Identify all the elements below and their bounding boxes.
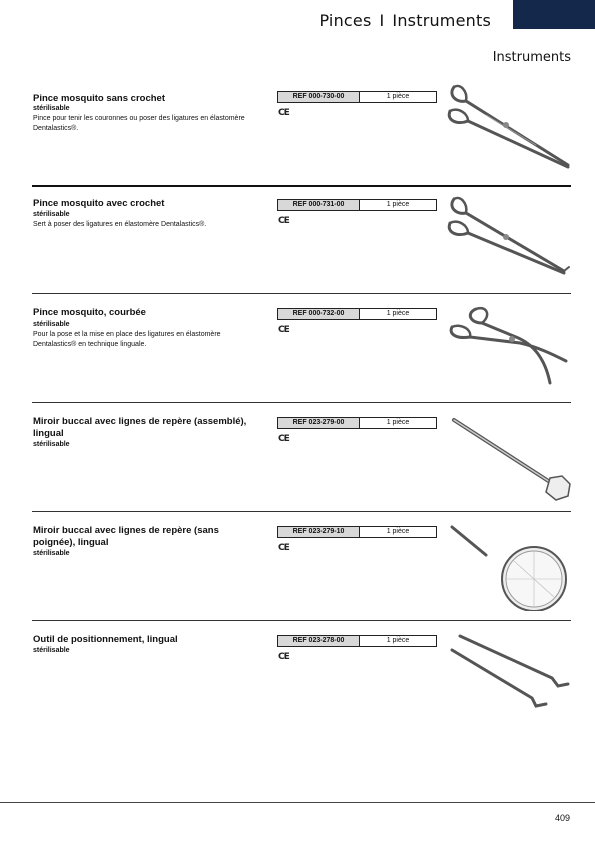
page-header-title	[319, 11, 491, 30]
quantity: 1 pièce	[386, 310, 410, 317]
ref-number: REF 000-731-00	[278, 200, 360, 210]
page-number: 409	[554, 813, 570, 823]
header-title-part1: Pinces	[319, 11, 372, 30]
product-name: Miroir buccal avec lignes de repère (assemblé), lingual	[33, 416, 247, 439]
product-entry-6	[0, 620, 595, 729]
product-divider	[32, 620, 571, 621]
product-name: Pince mosquito sans crochet	[33, 93, 165, 104]
sterilisable-label: stérilisable	[33, 321, 70, 328]
hooked-mosquito-forceps-icon	[446, 193, 574, 283]
product-divider	[32, 293, 571, 294]
product-entry-4	[0, 402, 595, 511]
product-name: Outil de positionnement, lingual	[33, 634, 178, 645]
ce-mark: CE	[278, 216, 289, 226]
product-description: Sert à poser des ligatures en élastomère Dentalastics®.	[33, 221, 207, 228]
product-description: Pince pour tenir les couronnes ou poser des ligatures en élastomère Dentalastics®.	[33, 115, 245, 132]
product-description: Pour la pose et la mise en place des ligatures en élastomère Dentalastics® en technique linguale.	[33, 331, 221, 348]
ce-mark: CE	[278, 543, 289, 553]
dental-mirror-with-handle-icon	[446, 412, 574, 502]
ref-number: REF 023-279-10	[278, 527, 360, 537]
dental-mirror-head-icon	[446, 521, 574, 611]
sterilisable-label: stérilisable	[33, 550, 70, 557]
product-entry-3	[0, 293, 595, 402]
product-details	[33, 104, 263, 134]
positioning-tool-icon	[446, 632, 574, 722]
ref-table	[277, 635, 437, 647]
product-details	[33, 440, 263, 450]
product-name: Pince mosquito, courbée	[33, 307, 146, 318]
product-details	[33, 549, 263, 559]
curved-mosquito-forceps-icon	[446, 303, 574, 393]
product-entry-2	[0, 185, 595, 294]
header-accent-block	[513, 0, 595, 29]
quantity: 1 pièce	[386, 201, 410, 208]
straight-mosquito-forceps-icon	[446, 81, 574, 171]
ref-number: REF 023-279-00	[278, 418, 360, 428]
product-entry-1	[0, 85, 595, 194]
header-separator: I	[379, 11, 385, 30]
sterilisable-label: stérilisable	[33, 105, 70, 112]
product-divider	[32, 185, 571, 187]
footer-divider	[0, 802, 595, 803]
ref-table	[277, 199, 437, 211]
product-name: Pince mosquito avec crochet	[33, 198, 165, 209]
ref-table	[277, 91, 437, 103]
sterilisable-label: stérilisable	[33, 647, 70, 654]
ref-table	[277, 417, 437, 429]
product-name: Miroir buccal avec lignes de repère (sans poignée), lingual	[33, 525, 219, 548]
product-details	[33, 210, 263, 230]
ref-number: REF 023-278-00	[278, 636, 360, 646]
quantity: 1 pièce	[386, 419, 410, 426]
sterilisable-label: stérilisable	[33, 211, 70, 218]
ref-number: REF 000-730-00	[278, 92, 360, 102]
product-details	[33, 320, 263, 350]
ce-mark: CE	[278, 652, 289, 662]
product-details	[33, 646, 263, 656]
product-divider	[32, 402, 571, 403]
ref-table	[277, 526, 437, 538]
header-title-part2: Instruments	[392, 11, 491, 30]
ce-mark: CE	[278, 108, 289, 118]
quantity: 1 pièce	[386, 93, 410, 100]
quantity: 1 pièce	[386, 528, 410, 535]
section-title: Instruments	[492, 50, 571, 65]
quantity: 1 pièce	[386, 637, 410, 644]
product-entry-5	[0, 511, 595, 620]
ce-mark: CE	[278, 325, 289, 335]
ref-number: REF 000-732-00	[278, 309, 360, 319]
ref-table	[277, 308, 437, 320]
ce-mark: CE	[278, 434, 289, 444]
product-divider	[32, 511, 571, 512]
sterilisable-label: stérilisable	[33, 441, 70, 448]
